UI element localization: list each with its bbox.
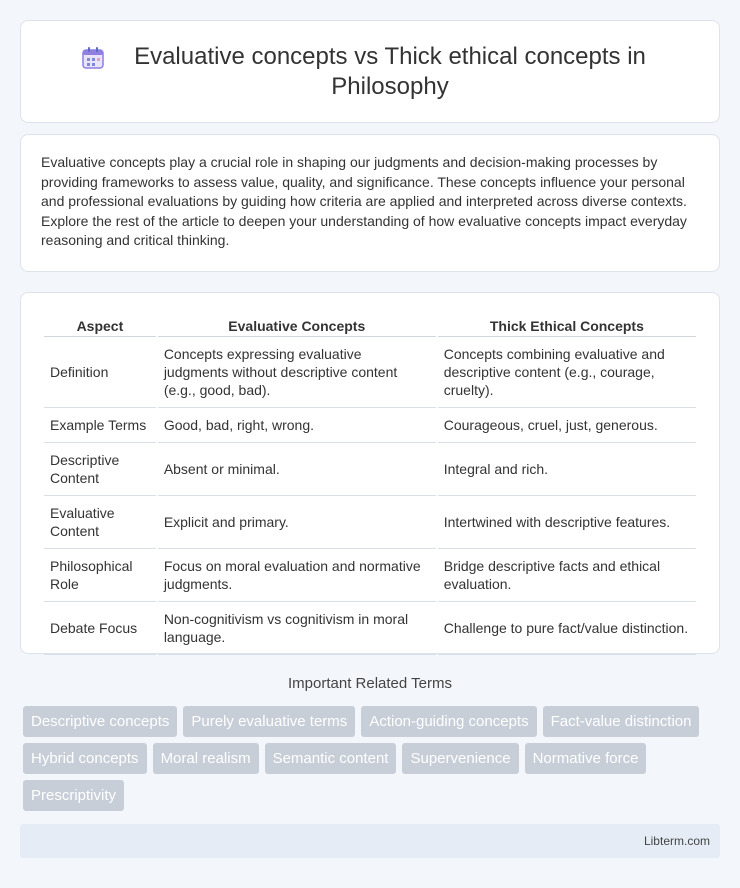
column-header-evaluative: Evaluative Concepts	[158, 315, 436, 337]
title-row	[80, 42, 660, 102]
row-thick-cell: Bridge descriptive facts and ethical evaluation.	[438, 549, 696, 602]
related-term-tag[interactable]: Action-guiding concepts	[361, 706, 536, 737]
related-term-tag[interactable]: Fact-value distinction	[543, 706, 700, 737]
related-term-tag[interactable]: Semantic content	[265, 743, 397, 774]
row-aspect-cell: Evaluative Content	[44, 496, 156, 549]
column-header-aspect: Aspect	[44, 315, 156, 337]
row-evaluative-cell: Explicit and primary.	[158, 496, 436, 549]
row-evaluative-cell: Focus on moral evaluation and normative judgments.	[158, 549, 436, 602]
table-header-row	[44, 315, 696, 337]
comparison-table	[42, 315, 698, 655]
related-terms-heading: Important Related Terms	[288, 675, 452, 692]
intro-paragraph: Evaluative concepts play a crucial role in shaping our judgments and decision-making processes by providing frameworks to assess value, quality, and significance. These concepts influence your personal and professional evaluations by guiding how criteria are applied and interpreted across diverse contexts. Explore the rest of the article to deepen your understanding of how evaluative concepts impact everyday reasoning and critical thinking.	[41, 154, 687, 249]
intro-card	[20, 134, 720, 272]
comparison-table-card	[20, 292, 720, 654]
related-term-tag[interactable]: Hybrid concepts	[23, 743, 147, 774]
calendar-icon	[80, 45, 106, 71]
related-term-tag[interactable]: Prescriptivity	[23, 780, 124, 811]
related-term-tag[interactable]: Descriptive concepts	[23, 706, 177, 737]
table-row	[44, 408, 696, 443]
footer	[20, 824, 720, 858]
row-aspect-cell: Descriptive Content	[44, 443, 156, 496]
row-evaluative-cell: Good, bad, right, wrong.	[158, 408, 436, 443]
related-term-tag[interactable]: Supervenience	[402, 743, 518, 774]
row-evaluative-cell: Absent or minimal.	[158, 443, 436, 496]
table-row	[44, 549, 696, 602]
title-card	[20, 20, 720, 123]
column-header-thick: Thick Ethical Concepts	[438, 315, 696, 337]
row-aspect-cell: Definition	[44, 337, 156, 408]
related-terms-list	[23, 706, 723, 817]
row-thick-cell: Concepts combining evaluative and descriptive content (e.g., courage, cruelty).	[438, 337, 696, 408]
related-term-tag[interactable]: Normative force	[525, 743, 647, 774]
row-thick-cell: Courageous, cruel, just, generous.	[438, 408, 696, 443]
row-aspect-cell: Example Terms	[44, 408, 156, 443]
page-title: Evaluative concepts vs Thick ethical concepts in Philosophy	[134, 42, 646, 100]
row-thick-cell: Integral and rich.	[438, 443, 696, 496]
row-evaluative-cell: Concepts expressing evaluative judgments without descriptive content (e.g., good, bad).	[158, 337, 436, 408]
table-row	[44, 443, 696, 496]
related-term-tag[interactable]: Moral realism	[153, 743, 259, 774]
row-evaluative-cell: Non-cognitivism vs cognitivism in moral language.	[158, 602, 436, 655]
table-row	[44, 496, 696, 549]
row-aspect-cell: Philosophical Role	[44, 549, 156, 602]
related-term-tag[interactable]: Purely evaluative terms	[183, 706, 355, 737]
row-thick-cell: Intertwined with descriptive features.	[438, 496, 696, 549]
table-row	[44, 602, 696, 655]
table-row	[44, 337, 696, 408]
row-thick-cell: Challenge to pure fact/value distinction.	[438, 602, 696, 655]
row-aspect-cell: Debate Focus	[44, 602, 156, 655]
footer-brand-link[interactable]: Libterm.com	[643, 834, 710, 848]
